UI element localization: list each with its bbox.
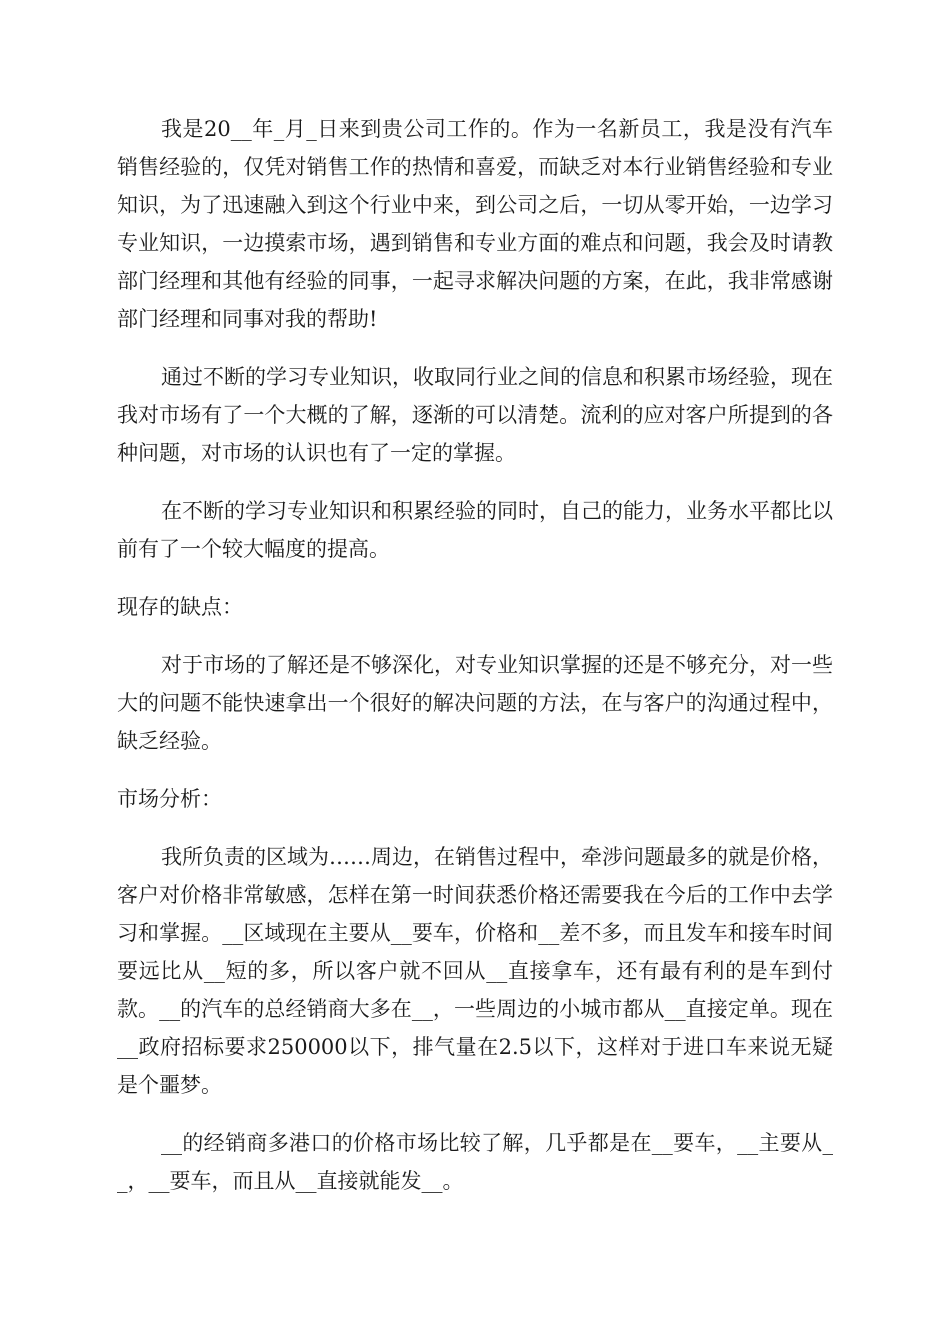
paragraph-dealers: __的经销商多港口的价格市场比较了解，几乎都是在__要车，__主要从__，__要车，而且从__直接就能发__。	[117, 1131, 833, 1193]
paragraph-intro: 我是20__年_月_日来到贵公司工作的。作为一名新员工，我是没有汽车销售经验的，仅凭对销售工作的热情和喜爱，而缺乏对本行业销售经验和专业知识，为了迅速融入到这个行业中来，到公司之后，一切从零开始，一边学习专业知识，一边摸索市场，遇到销售和专业方面的难点和问题，我会及时请教部门经理和其他有经验的同事，一起寻求解决问题的方案，在此，我非常感谢部门经理和同事对我的帮助!	[117, 117, 833, 331]
section-heading-market-analysis: 市场分析：	[117, 787, 222, 811]
paragraph-improvement: 在不断的学习专业知识和积累经验的同时，自己的能力，业务水平都比以前有了一个较大幅度的提高。	[117, 499, 833, 561]
paragraph-shortcomings: 对于市场的了解还是不够深化，对专业知识掌握的还是不够充分，对一些大的问题不能快速拿出一个很好的解决问题的方法，在与客户的沟通过程中，缺乏经验。	[117, 653, 833, 753]
section-heading-shortcomings: 现存的缺点：	[117, 595, 243, 619]
document-body	[117, 110, 833, 1220]
paragraph-learning: 通过不断的学习专业知识，收取同行业之间的信息和积累市场经验，现在我对市场有了一个大概的了解，逐渐的可以清楚。流利的应对客户所提到的各种问题，对市场的认识也有了一定的掌握。	[117, 365, 833, 465]
paragraph-market-analysis: 我所负责的区域为……周边，在销售过程中，牵涉问题最多的就是价格，客户对价格非常敏感，怎样在第一时间获悉价格还需要我在今后的工作中去学习和掌握。__区域现在主要从__要车，价格和__差不多，而且发车和接车时间要远比从__短的多，所以客户就不回从__直接拿车，还有最有利的是车到付款。__的汽车的总经销商大多在__，一些周边的小城市都从__直接定单。现在__政府招标要求250000以下，排气量在2.5以下，这样对于进口车来说无疑是个噩梦。	[117, 845, 833, 1097]
